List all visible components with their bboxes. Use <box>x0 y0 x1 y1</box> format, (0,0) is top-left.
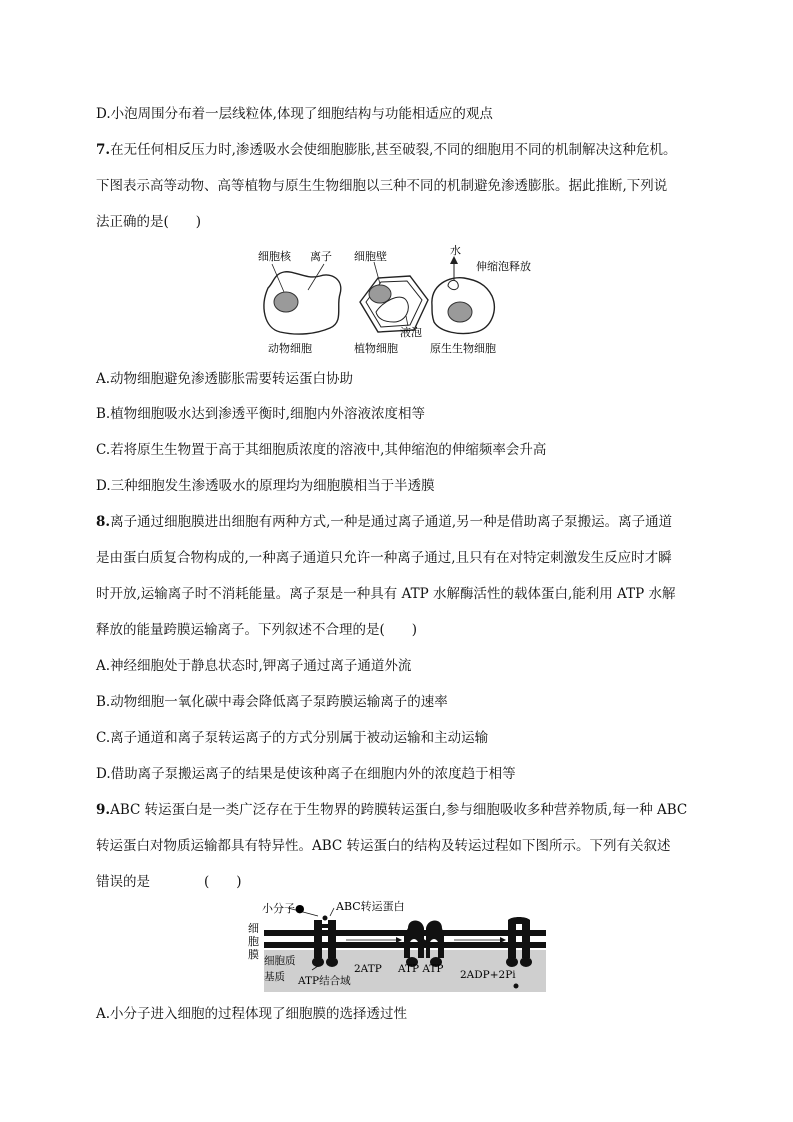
label-nucleus: 细胞核 <box>258 250 291 263</box>
q8-stem-line-1: 8.离子通过细胞膜进出细胞有两种方式,一种是通过离子通道,另一种是借助离子泵搬运。离子通道 <box>96 514 673 530</box>
q8-option-c: C.离子通道和离子泵转运离子的方式分别属于被动运输和主动运输 <box>96 730 489 746</box>
q7-option-c: C.若将原生生物置于高于其细胞质浓度的溶液中,其伸缩泡的伸缩频率会升高 <box>96 442 547 458</box>
osmotic-cells-figure <box>250 244 550 360</box>
q9-stem-line-1: 9.ABC 转运蛋白是一类广泛存在于生物界的跨膜转运蛋白,参与细胞吸收多种营养物质,每一种 ABC <box>96 802 688 818</box>
label-adp: 2ADP+2Pi <box>460 969 516 981</box>
q8-option-d: D.借助离子泵搬运离子的结果是使该种离子在细胞内外的浓度趋于相等 <box>96 766 516 782</box>
label-wall: 细胞壁 <box>354 250 387 263</box>
q7-option-b: B.植物细胞吸水达到渗透平衡时,细胞内外溶液浓度相等 <box>96 406 426 422</box>
q7-stem-line-3: 法正确的是( ) <box>96 214 202 230</box>
label-cv-release: 伸缩泡释放 <box>476 260 531 273</box>
label-atp-atp: ATP ATP <box>398 963 444 975</box>
label-2atp: 2ATP <box>354 963 382 975</box>
label-atp-domain: ATP结合域 <box>298 975 351 987</box>
plant-cell-nucleus <box>369 285 391 303</box>
label-abc-transporter: ABC转运蛋白 <box>336 900 405 913</box>
protist-cell-nucleus <box>448 302 472 322</box>
label-membrane-3: 膜 <box>248 948 259 961</box>
q8-option-a: A.神经细胞处于静息状态时,钾离子通过离子通道外流 <box>96 658 412 674</box>
label-water: 水 <box>450 244 461 257</box>
q7-option-d: D.三种细胞发生渗透吸水的原理均为细胞膜相当于半透膜 <box>96 478 435 494</box>
label-vacuole: 液泡 <box>400 326 422 339</box>
caption-protist: 原生生物细胞 <box>430 342 496 355</box>
abc-transporter-figure <box>246 898 548 994</box>
label-membrane-2: 胞 <box>248 935 259 948</box>
contractile-vacuole <box>448 280 458 289</box>
q7-option-a: A.动物细胞避免渗透膨胀需要转运蛋白协助 <box>96 371 354 387</box>
q8-stem-line-3: 时开放,运输离子时不消耗能量。离子泵是一种具有 ATP 水解酶活性的载体蛋白,能利用 ATP 水解 <box>96 586 676 602</box>
label-cytoplasm: 细胞质 <box>264 955 296 967</box>
q7-stem-line-2: 下图表示高等动物、高等植物与原生生物细胞以三种不同的机制避免渗透膨胀。据此推断,下列说 <box>96 178 668 194</box>
arrow-up-icon <box>450 256 458 264</box>
animal-cell-nucleus <box>274 292 298 312</box>
label-matrix: 基质 <box>264 971 285 983</box>
q8-option-b: B.动物细胞一氧化碳中毒会降低离子泵跨膜运输离子的速率 <box>96 694 448 710</box>
q7-stem-line-1: 7.在无任何相反压力时,渗透吸水会使细胞膨胀,甚至破裂,不同的细胞用不同的机制解决这种危机。 <box>96 142 677 158</box>
label-membrane-1: 细 <box>248 922 259 935</box>
q9-option-a: A.小分子进入细胞的过程体现了细胞膜的选择透过性 <box>96 1006 408 1022</box>
option-d-line: D.小泡周围分布着一层线粒体,体现了细胞结构与功能相适应的观点 <box>96 106 493 122</box>
q8-stem-line-4: 释放的能量跨膜运输离子。下列叙述不合理的是( ) <box>96 622 418 638</box>
caption-animal: 动物细胞 <box>268 342 312 355</box>
q9-stem-line-2: 转运蛋白对物质运输都具有特异性。ABC 转运蛋白的结构及转运过程如下图所示。下列有关叙述 <box>96 838 671 854</box>
q8-stem-line-2: 是由蛋白质复合物构成的,一种离子通道只允许一种离子通过,且只有在对特定刺激发生反应时才瞬 <box>96 550 672 566</box>
q9-stem-line-3: 错误的是 ( ) <box>96 874 242 890</box>
caption-plant: 植物细胞 <box>354 342 398 355</box>
label-ion: 离子 <box>310 250 332 263</box>
label-small-molecule: 小分子● <box>262 902 305 915</box>
